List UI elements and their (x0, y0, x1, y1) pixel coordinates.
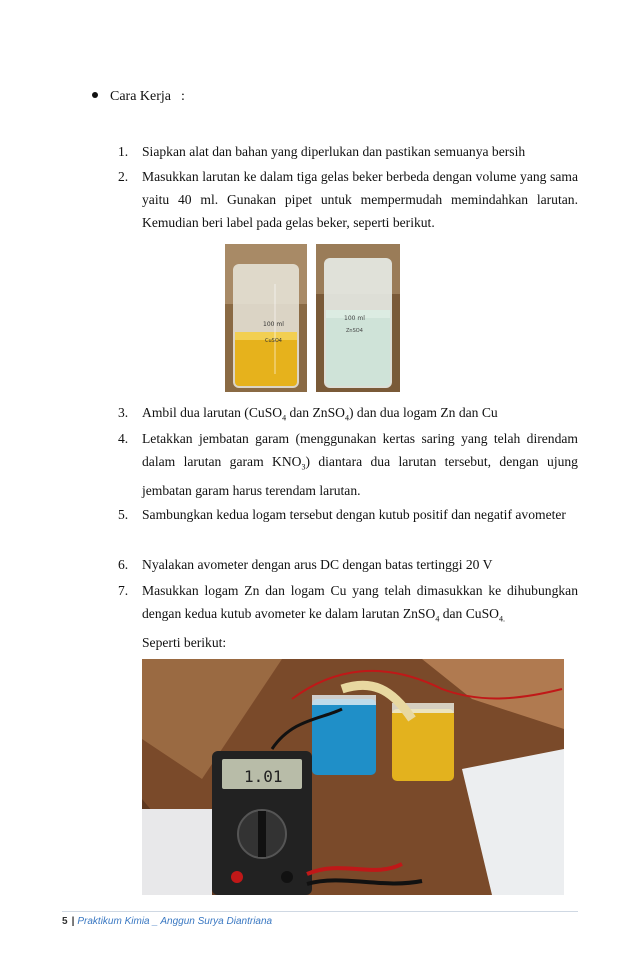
step-number: 6. (118, 557, 129, 572)
subscript: 4 (282, 413, 287, 423)
subscript: 4 (344, 413, 349, 423)
bullet-icon (92, 92, 98, 98)
step-number: 3. (118, 405, 129, 420)
page-footer (62, 916, 272, 927)
footer-text: Praktikum Kimia _ Anggun Surya Diantriana (77, 916, 273, 927)
step-text-part: Ambil dua larutan (CuSO (142, 405, 283, 420)
beaker-photo-cuso4 (225, 244, 307, 392)
subscript: 3 (301, 462, 306, 472)
step-number: 5. (118, 507, 129, 522)
step-7 (118, 579, 578, 654)
step-number: 1. (118, 144, 129, 159)
footer-separator: | (71, 916, 75, 927)
step-number: 2. (118, 169, 129, 184)
subscript: 4. (498, 614, 505, 624)
beaker-volume-label: 100 ml (263, 321, 284, 328)
section-heading-label: Cara Kerja (110, 89, 172, 104)
step-text-part: Masukkan logam Zn dan logam Cu yang telah dimasukkan ke dihubungkan dengan kedua kutub avometer ke dalam larutan ZnSO (142, 583, 578, 621)
step-1 (118, 140, 578, 163)
step-text-part: Seperti berikut: (142, 634, 227, 650)
section-heading (92, 88, 185, 106)
step-3 (118, 401, 578, 430)
voltaic-cell-photo (142, 659, 564, 895)
step-text-part: dan ZnSO (286, 405, 345, 420)
step-text (142, 579, 578, 654)
meter-reading-label: 1.01 (244, 767, 283, 786)
beaker-photo-znso4 (316, 244, 400, 392)
page-number: 5 (62, 916, 68, 927)
step-6 (118, 553, 578, 576)
step-text-part: ) diantara dua larutan tersebut, dengan ujung jembatan garam harus terendam larutan. (142, 454, 578, 498)
step-text-part: dan CuSO (439, 606, 499, 621)
step-5 (118, 503, 578, 526)
step-4 (118, 427, 578, 502)
step-text: Sambungkan kedua logam tersebut dengan kutub positif dan negatif avometer (142, 507, 566, 522)
beaker-tag-label: CuSO4 (265, 338, 282, 344)
step-text: Masukkan larutan ke dalam tiga gelas beker berbeda dengan volume yang sama yaitu 40 ml. Gunakan pipet untuk mempermudah memindahkan larutan. Kemudian beri label pada gelas beker, seperti berikut. (142, 169, 578, 230)
beaker-volume-label: 100 ml (344, 315, 365, 322)
step-text: Siapkan alat dan bahan yang diperlukan dan pastikan semuanya bersih (142, 144, 526, 159)
step-text: Nyalakan avometer dengan arus DC dengan batas tertinggi 20 V (142, 557, 493, 572)
step-number: 7. (118, 583, 129, 598)
section-heading-colon: : (181, 89, 185, 104)
step-number: 4. (118, 431, 129, 446)
beaker-tag-label: ZnSO4 (346, 328, 363, 334)
step-text (142, 401, 578, 430)
step-text (142, 427, 578, 502)
step-2 (118, 165, 578, 234)
step-text-part: ) dan dua logam Zn dan Cu (348, 405, 498, 420)
step-text-part: Letakkan jembatan garam (menggunakan kertas saring yang telah direndam dalam larutan garam KNO (142, 431, 578, 469)
subscript: 4 (435, 614, 440, 624)
footer-divider (62, 911, 578, 912)
